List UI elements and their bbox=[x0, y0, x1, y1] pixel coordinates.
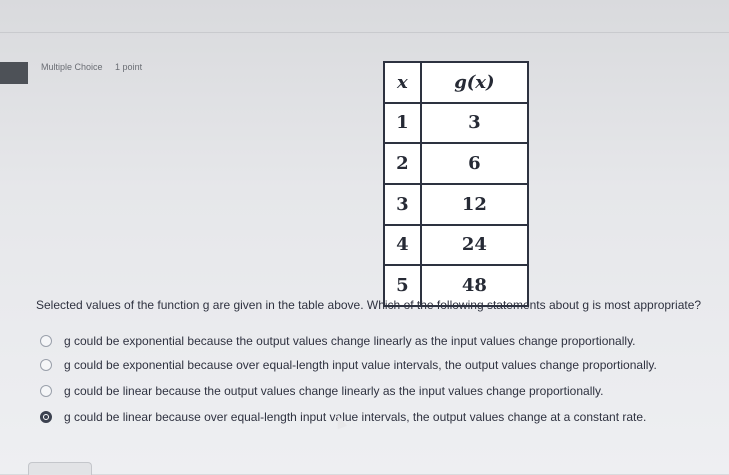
table-row bbox=[384, 103, 528, 144]
table-cell: 24 bbox=[421, 225, 528, 266]
table-cell: 4 bbox=[384, 225, 421, 266]
table-cell: 12 bbox=[421, 184, 528, 225]
radio-button-icon[interactable] bbox=[40, 335, 52, 347]
table-cell: 5 bbox=[384, 265, 421, 306]
answer-option-2[interactable] bbox=[40, 358, 657, 372]
table-header-row bbox=[384, 62, 528, 103]
table-row bbox=[384, 184, 528, 225]
answer-option-label: g could be linear because over equal-length input value intervals, the output values change at a constant rate. bbox=[64, 410, 647, 424]
question-points: 1 point bbox=[115, 62, 143, 72]
question-marker bbox=[0, 62, 28, 84]
answer-option-label: g could be linear because the output values change linearly as the input values change proportionally. bbox=[64, 384, 604, 398]
radio-button-icon[interactable] bbox=[40, 359, 52, 371]
answer-option-1[interactable] bbox=[40, 334, 636, 348]
question-type: Multiple Choice bbox=[41, 62, 103, 72]
table-header-gx: g(x) bbox=[421, 62, 528, 103]
answer-option-3[interactable] bbox=[40, 384, 603, 398]
table-cell: 48 bbox=[421, 265, 528, 306]
table-cell: 3 bbox=[421, 103, 528, 144]
radio-button-selected-icon[interactable] bbox=[40, 411, 52, 423]
table-cell: 1 bbox=[384, 103, 421, 144]
radio-button-icon[interactable] bbox=[40, 385, 52, 397]
table-header-x: x bbox=[384, 62, 421, 103]
answer-option-label: g could be exponential because the output values change linearly as the input values change proportionally. bbox=[64, 334, 636, 348]
question-text: Selected values of the function g are given in the table above. Which of the following statements about g is most appropriate? bbox=[36, 298, 702, 312]
bottom-tab[interactable] bbox=[28, 462, 92, 475]
top-divider bbox=[0, 32, 729, 33]
values-table bbox=[383, 61, 529, 307]
table-cell: 3 bbox=[384, 184, 421, 225]
table-cell: 6 bbox=[421, 143, 528, 184]
table-cell: 2 bbox=[384, 143, 421, 184]
answer-option-label: g could be exponential because over equal-length input value intervals, the output values change proportionally. bbox=[64, 358, 657, 372]
question-meta bbox=[41, 62, 152, 72]
table-row bbox=[384, 143, 528, 184]
table-row bbox=[384, 225, 528, 266]
